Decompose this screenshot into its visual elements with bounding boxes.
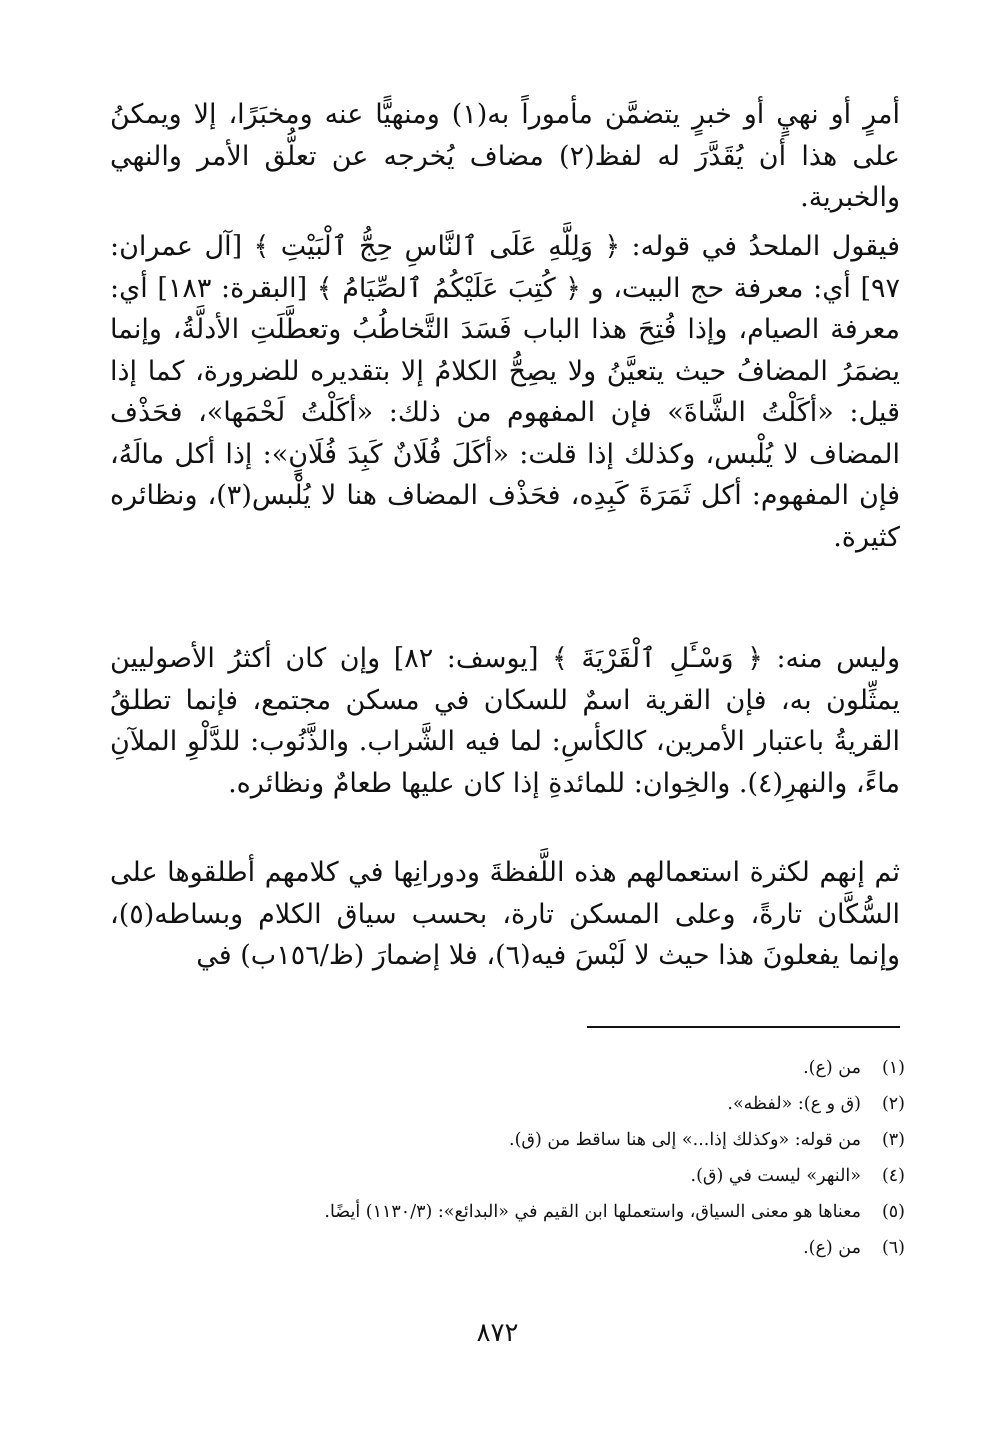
footnote-text: من (ع). — [803, 1058, 861, 1078]
paragraph-text: أمرٍ أو نهيٍ أو خبرٍ يتضمَّن مأموراً به(١) ومنهيًّا عنه ومخبَرًا، إلا ويمكنُ على هذا أن يُقَدَّرَ له لفظ(٢) مضاف يُخرجه عن تعلُّق الأمر والنهي والخبرية. — [110, 99, 900, 213]
footnote-number: (٤) — [881, 1166, 905, 1186]
footnote-item — [110, 1194, 905, 1230]
footnote-number: (١) — [881, 1058, 905, 1078]
footnote-text: (ق و ع): «لفظه». — [727, 1094, 861, 1114]
paragraph-text: ثم إنهم لكثرة استعمالهم هذه اللَّفظةَ ودورانِها في كلامهم أطلقوها على السُّكَّان تارةً، وعلى المسكن تارة، بحسب سياق الكلام وبساطه(٥)، وإنما يفعلونَ هذا حيث لا لَبْسَ فيه(٦)، فلا إضمارَ (ظ/١٥٦ب) في — [110, 857, 900, 971]
body-paragraph-4 — [110, 852, 900, 977]
body-paragraph-1 — [110, 94, 900, 219]
footnote-item — [110, 1086, 905, 1122]
footnote-text: «النهر» ليست في (ق). — [690, 1166, 861, 1186]
body-paragraph-2 — [110, 226, 900, 558]
footnote-number: (٦) — [881, 1238, 905, 1258]
footnote-item — [110, 1158, 905, 1194]
footnote-text: من (ع). — [803, 1238, 861, 1258]
paragraph-text: فيقول الملحدُ في قوله: ﴿ وَلِلَّهِ عَلَى ٱلنَّاسِ حِجُّ ٱلْبَيْتِ ﴾ [آل عمران: ٩٧] أي: معرفة حج البيت، و ﴿ كُتِبَ عَلَيْكُمُ ٱلصِّيَامُ ﴾ [البقرة: ١٨٣] أي: معرفة الصيام، وإذا فُتِحَ هذا الباب فَسَدَ التَّخاطُبُ وتعطَّلَتِ الأدلَّةُ، وإنما يضمَرُ المضافُ حيث يتعيَّنُ ولا يصِحُّ الكلامُ إلا بتقديره للضرورة، كما إذا قيل: «أكَلْتُ الشَّاةَ» فإن المفهوم من ذلك: «أكَلْتُ لَحْمَها»، فحَذْف المضاف لا يُلْبس، وكذلك إذا قلت: «أكَلَ فُلَانٌ كَبِدَ فُلَانٍ»: إذا أكل مالَهُ، فإن المفهوم: أكل ثَمَرَةَ كَبِدِه، فحَذْف المضاف هنا لا يُلْبس(٣)، ونظائره كثيرة. — [110, 231, 900, 553]
footnote-number: (٢) — [881, 1094, 905, 1114]
paragraph-text: وليس منه: ﴿ وَسْـَٔلِ ٱلْقَرْيَةَ ﴾ [يوسف: ٨٢] وإن كان أكثرُ الأصوليين يمثِّلون به، فإن القرية اسمٌ للسكان في مسكن مجتمع، فإنما تطلقُ القريةُ باعتبار الأمرين، كالكأسِ: لما فيه الشَّراب. والذَّنُوب: للدَّلْوِ الملآنِ ماءً، والنهرِ(٤). والخِوان: للمائدةِ إذا كان عليها طعامٌ ونظائره. — [110, 643, 901, 799]
footnote-text: معناها هو معنى السياق، واستعملها ابن القيم في «البدائع»: (١١٣٠/٣) أيضًا. — [324, 1202, 861, 1222]
footnote-divider — [587, 1026, 900, 1028]
body-paragraph-3 — [110, 638, 900, 804]
footnote-number: (٣) — [881, 1130, 905, 1150]
footnote-number: (٥) — [881, 1202, 905, 1222]
footnotes-list — [110, 1050, 905, 1266]
page-number: ٨٧٢ — [476, 1318, 519, 1348]
footnote-item — [110, 1122, 905, 1158]
footnote-item — [110, 1050, 905, 1086]
footnote-item — [110, 1230, 905, 1266]
footnote-text: من قوله: «وكذلك إذا...» إلى هنا ساقط من (ق). — [509, 1130, 861, 1150]
